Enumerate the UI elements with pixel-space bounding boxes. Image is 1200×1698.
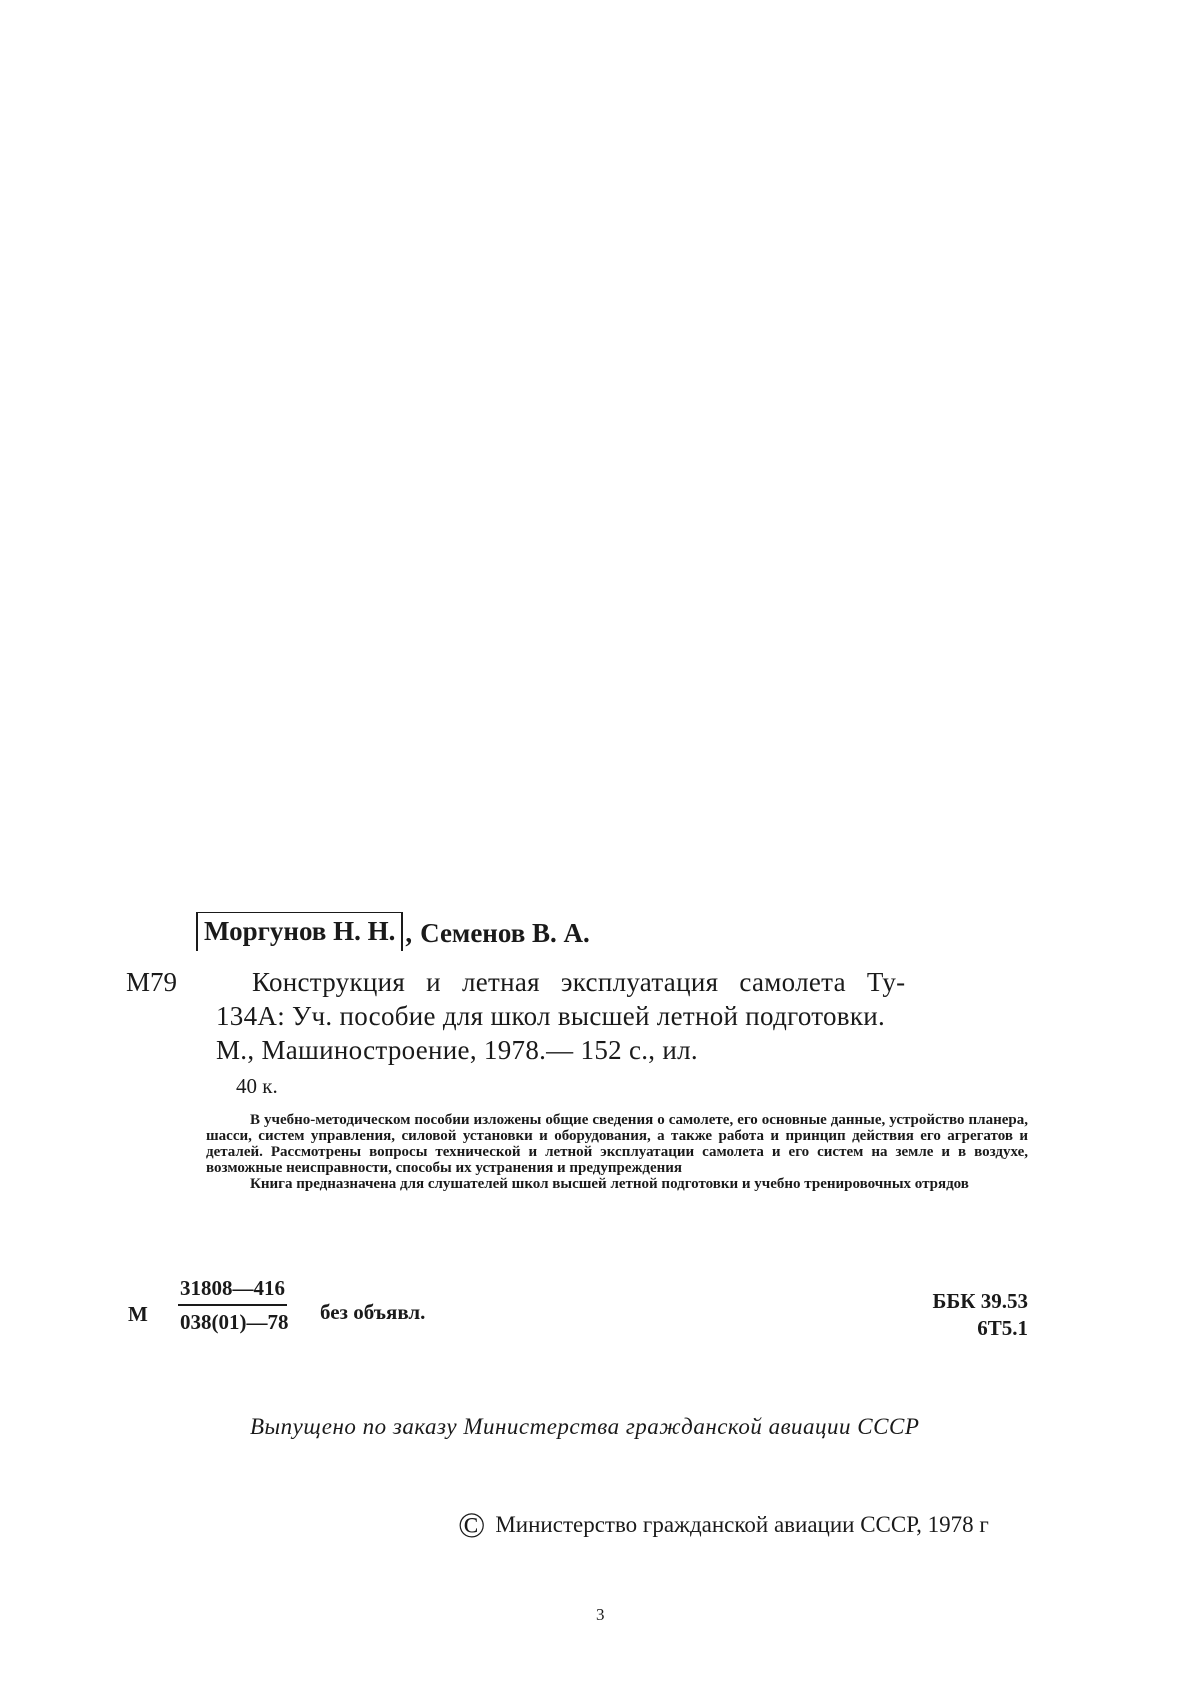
copyright-text: Министерство гражданской авиации СССР, 1978 г bbox=[495, 1512, 989, 1537]
publication-code-letter: М bbox=[128, 1302, 148, 1326]
first-author-boxed: Моргунов Н. Н. bbox=[196, 912, 403, 951]
author-separator: , bbox=[405, 918, 413, 948]
commissioned-by: Выпущено по заказу Министерства гражданской авиации СССР bbox=[250, 1414, 920, 1439]
page-number: 3 bbox=[596, 1605, 605, 1624]
copyright-icon: © bbox=[458, 1505, 486, 1545]
title-line-3: М., Машиностроение, 1978.— 152 с., ил. bbox=[216, 1035, 698, 1065]
abstract bbox=[206, 1112, 1028, 1192]
title-line-2: 134А: Уч. пособие для школ высшей летной подготовки. bbox=[216, 1001, 886, 1031]
publication-code-fraction bbox=[178, 1276, 291, 1335]
copyright-line bbox=[458, 1505, 989, 1545]
publication-note: без объявл. bbox=[320, 1300, 426, 1324]
second-author: Семенов В. А. bbox=[420, 918, 590, 948]
title-line-1: Конструкция и летная эксплуатация самолета Ту- bbox=[252, 967, 906, 997]
bbk-line-1: ББК 39.53 bbox=[932, 1289, 1028, 1313]
call-number: М79 bbox=[126, 967, 178, 997]
abstract-paragraph-2: Книга предназначена для слушателей школ высшей летной подготовки и учебно тренировочных отрядов bbox=[250, 1176, 969, 1192]
bbk-classification bbox=[933, 1288, 1029, 1342]
bbk-line-2: 6Т5.1 bbox=[977, 1316, 1028, 1340]
publication-code-numerator: 31808—416 bbox=[178, 1276, 287, 1306]
authors-line bbox=[196, 916, 590, 951]
abstract-paragraph-1: В учебно-методическом пособии изложены общие сведения о самолете, его основные данные, устройство планера, шасси, систем управления, силовой установки и оборудования, а также работа и принцип действия его агрегатов и деталей. Рассмотрены вопросы технической и летной эксплуатации самолета и его систем на земле и в воздухе, возможные неисправности, способы их устранения и предупреждения bbox=[206, 1112, 1028, 1176]
price: 40 к. bbox=[236, 1074, 278, 1098]
publication-code-denominator: 038(01)—78 bbox=[180, 1310, 289, 1334]
